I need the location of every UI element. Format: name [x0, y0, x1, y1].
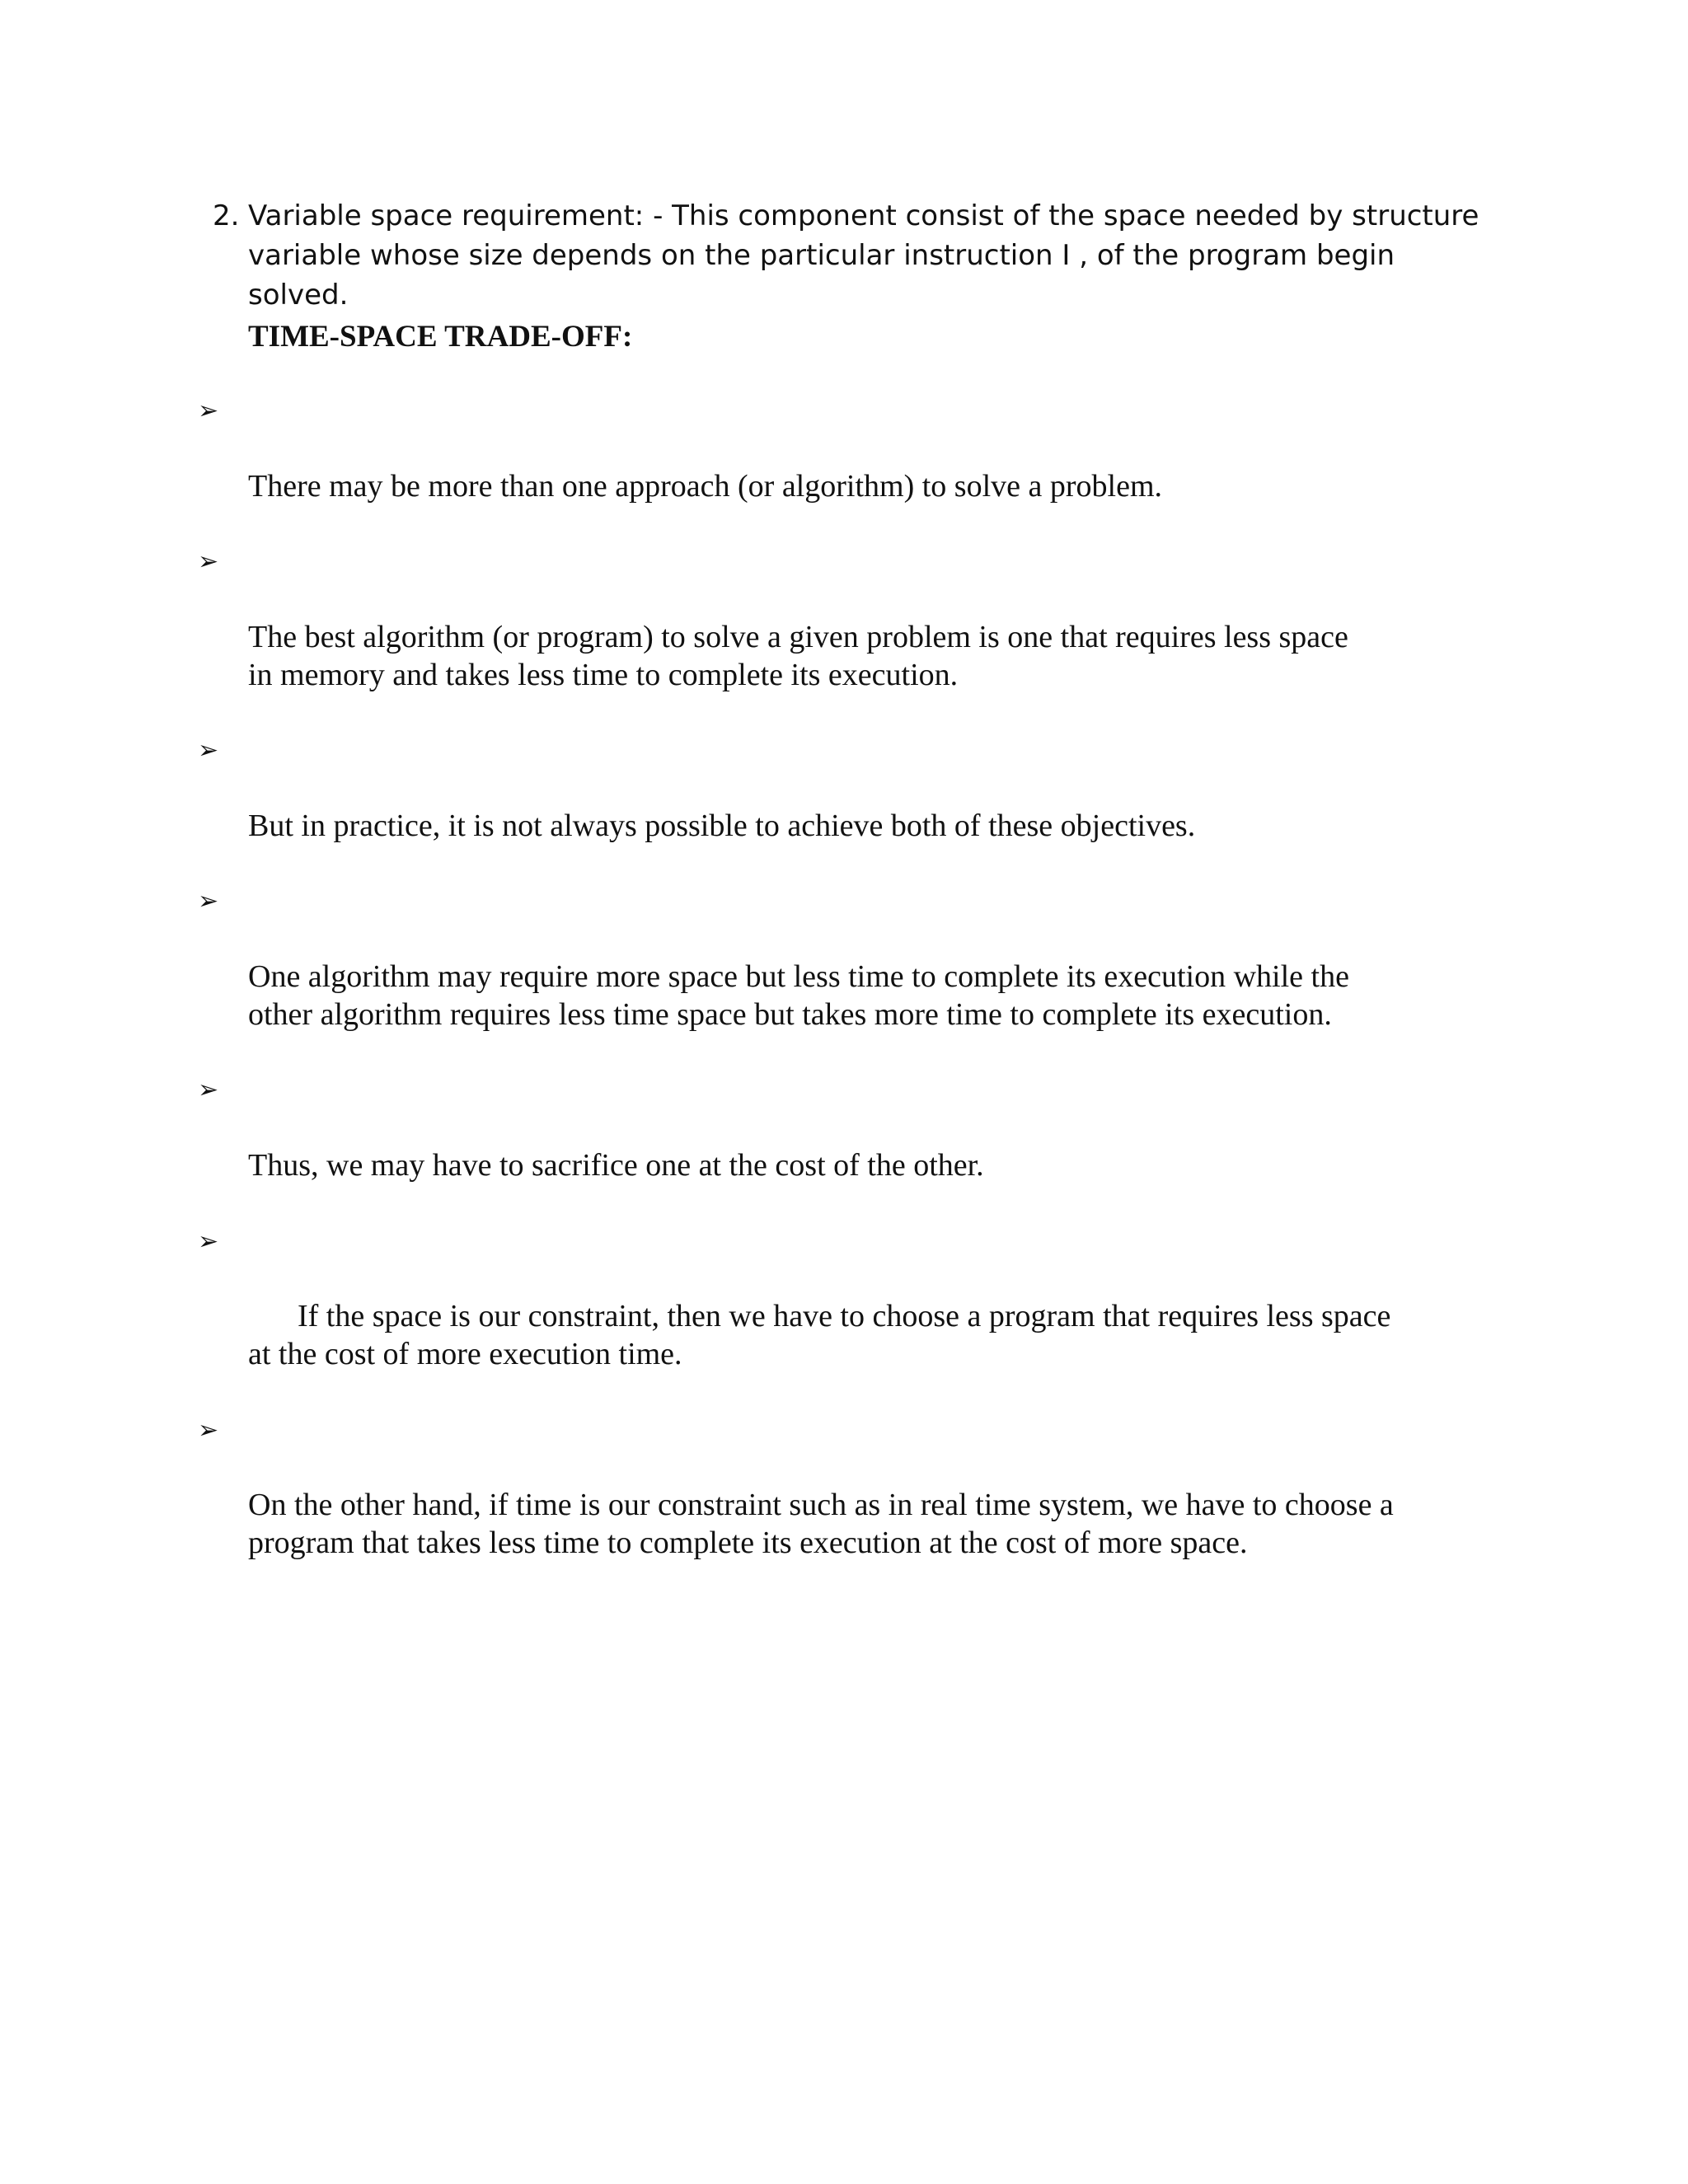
- bullet-list: [0, 392, 1688, 1601]
- arrowhead-bullet-icon: ➢: [198, 736, 219, 766]
- arrowhead-bullet-icon: ➢: [198, 887, 219, 916]
- arrowhead-bullet-icon: ➢: [198, 396, 219, 425]
- list-item-text: Variable space requirement: - This component consist of the space needed by structure variable whose size depends on the particular instruction I , of the program begin solved.: [248, 199, 1479, 312]
- list-item-text: If the space is our constraint, then we have to choose a program that requires less space at the cost of more execution time.: [248, 1299, 1391, 1371]
- list-item: [0, 1412, 1484, 1601]
- list-item: [0, 543, 1484, 732]
- list-item-text-indented: [248, 1298, 1484, 1374]
- arrowhead-bullet-icon: ➢: [198, 547, 219, 577]
- list-item-text: The best algorithm (or program) to solve a given problem is one that requires less space in memory and takes less time to complete its execution.: [248, 619, 1348, 692]
- list-item: [0, 392, 1484, 543]
- list-item-text: But in practice, it is not always possible to achieve both of these objectives.: [248, 808, 1196, 843]
- list-item-text: On the other hand, if time is our constraint such as in real time system, we have to choose a program that takes less time to complete its execution at the cost of more space.: [248, 1488, 1394, 1560]
- list-item-text: Thus, we may have to sacrifice one at the cost of the other.: [248, 1147, 984, 1183]
- list-item: [0, 883, 1484, 1071]
- arrowhead-bullet-icon: ➢: [198, 1226, 219, 1256]
- list-item-text: There may be more than one approach (or algorithm) to solve a problem.: [248, 468, 1162, 504]
- list-item: [0, 732, 1484, 883]
- list-item-text: One algorithm may require more space but less time to complete its execution while the other algorithm requires less time space but takes more time to complete its execution.: [248, 958, 1349, 1032]
- list-number: 2.: [213, 199, 240, 232]
- list-item: [0, 1223, 1484, 1412]
- arrowhead-bullet-icon: ➢: [198, 1415, 219, 1445]
- list-item: [0, 1071, 1484, 1222]
- arrowhead-bullet-icon: ➢: [198, 1076, 219, 1105]
- numbered-list-item: [213, 196, 1498, 315]
- section-heading: TIME-SPACE TRADE-OFF:: [248, 320, 633, 354]
